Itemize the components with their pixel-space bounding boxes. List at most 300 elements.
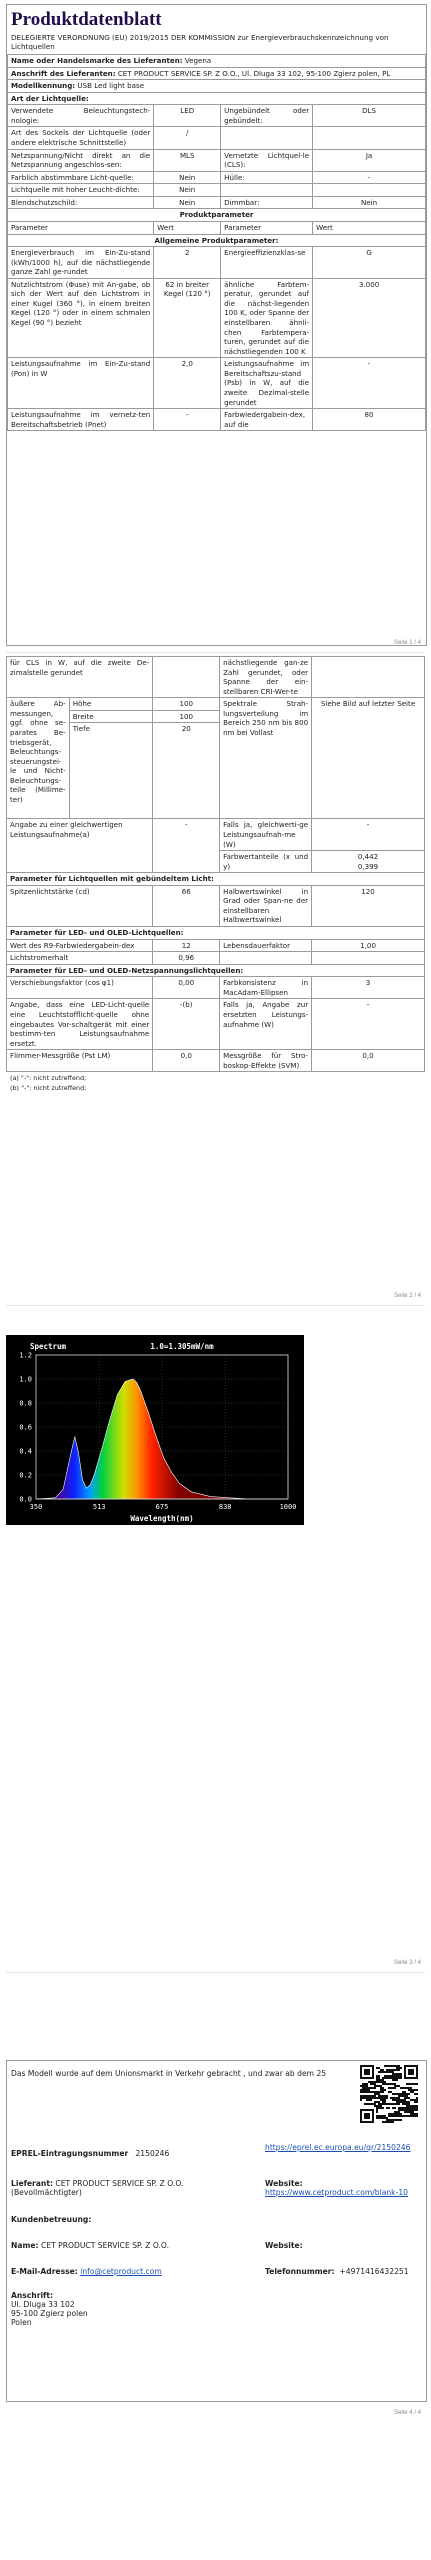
qr-module (384, 2099, 386, 2101)
qr-module (374, 2101, 376, 2103)
qr-module (366, 2085, 368, 2087)
qr-module (384, 2089, 386, 2091)
qr-module (392, 2071, 394, 2073)
address-block: Anschrift: Ul. Dluga 33 102 95-100 Zgierz polen Polen (11, 2291, 88, 2327)
qr-module (368, 2081, 370, 2083)
page-separator (6, 652, 425, 653)
qr-module (380, 2087, 382, 2089)
qr-module (380, 2085, 382, 2087)
qr-module (386, 2065, 388, 2067)
qr-module (378, 2091, 380, 2093)
qr-module (366, 2097, 368, 2099)
qr-module (370, 2099, 372, 2101)
qr-module (392, 2107, 394, 2109)
qr-module (370, 2081, 372, 2083)
qr-module (392, 2099, 394, 2101)
qr-module (416, 2109, 418, 2111)
qr-module (402, 2091, 404, 2093)
qr-module (404, 2111, 406, 2113)
qr-module (376, 2117, 378, 2119)
x-axis-label: Wavelength(nm) (130, 1514, 194, 1523)
qr-module (396, 2103, 398, 2105)
qr-module (384, 2077, 386, 2079)
qr-module (414, 2101, 416, 2103)
qr-module (406, 2103, 408, 2105)
qr-module (396, 2065, 398, 2067)
qr-module (382, 2081, 384, 2083)
qr-module (416, 2065, 418, 2079)
qr-module (396, 2099, 398, 2101)
qr-module (400, 2107, 402, 2109)
qr-module (398, 2085, 400, 2087)
page-4 (6, 2060, 427, 2402)
qr-module (404, 2065, 406, 2079)
qr-module (380, 2095, 382, 2097)
qr-module (414, 2099, 416, 2101)
model-row: Modellkennung: USB Led light base (8, 80, 426, 93)
qr-module (402, 2093, 404, 2095)
qr-module (398, 2097, 400, 2099)
qr-module (408, 2083, 410, 2085)
qr-module (408, 2097, 410, 2099)
qr-module (400, 2075, 402, 2077)
qr-module (390, 2091, 392, 2093)
website2-row: Website: (265, 2241, 303, 2250)
qr-module (394, 2075, 396, 2077)
qr-module (362, 2083, 364, 2085)
qr-module (372, 2097, 374, 2099)
qr-module (380, 2089, 382, 2091)
qr-module (414, 2105, 416, 2107)
qr-module (376, 2077, 378, 2079)
table-row: Angabe, dass eine LED-Licht-quelle eine Leuchtstofflicht-quelle ohne eingebautes Vor-schaltgerät mit einer bestimm-ten Leistungsaufnahme ersetzt. -(b) Falls ja, Angabe zur ersetzten Leistungs-aufnahme (W) - (7, 999, 425, 1050)
mains-heading: Parameter für LED- und OLED-Netzspannungslichtquellen: (7, 964, 425, 977)
qr-module (376, 2093, 378, 2095)
qr-module (368, 2091, 370, 2093)
qr-module (400, 2087, 402, 2089)
qr-module (406, 2101, 408, 2103)
qr-module (390, 2083, 392, 2085)
qr-module (378, 2103, 380, 2105)
supplier-brand-row: Name oder Handelsmarke des Lieferanten: Vegena (8, 55, 426, 68)
email-row: E-Mail-Adresse: info@cetproduct.com (11, 2267, 162, 2276)
qr-module (370, 2095, 372, 2097)
qr-module (412, 2113, 414, 2115)
qr-module (362, 2097, 364, 2099)
qr-module (360, 2089, 362, 2091)
directional-heading: Parameter für Lichtquellen mit gebündeltem Licht: (7, 873, 425, 886)
page-number: Seite 1 / 4 (393, 640, 421, 646)
qr-module (388, 2107, 390, 2109)
qr-module (408, 2101, 410, 2103)
qr-module (410, 2083, 412, 2085)
phone-row: Telefonnummer: +4971416432251 (265, 2267, 409, 2276)
qr-module (394, 2087, 396, 2089)
qr-module (416, 2115, 418, 2117)
qr-module (400, 2099, 402, 2101)
qr-module (392, 2119, 394, 2121)
qr-module (392, 2069, 394, 2071)
qr-module (364, 2083, 366, 2085)
qr-module (366, 2089, 368, 2091)
qr-module (384, 2075, 386, 2077)
qr-module (400, 2115, 402, 2117)
qr-module (390, 2097, 392, 2099)
qr-module (404, 2103, 406, 2105)
qr-module (388, 2077, 390, 2079)
qr-module (390, 2119, 392, 2121)
qr-module (384, 2071, 386, 2073)
qr-module (404, 2087, 406, 2089)
footnotes (6, 1072, 425, 1095)
qr-module (378, 2071, 380, 2073)
qr-module (386, 2077, 388, 2079)
qr-module (396, 2113, 398, 2115)
qr-module (390, 2069, 392, 2071)
qr-module (396, 2079, 398, 2081)
page-number: Seite 4 / 4 (393, 2410, 421, 2416)
table-row: Nutzlichtstrom (Φuse) mit An-gabe, ob sich der Wert auf den Lichtstrom in einer Kugel (360 °), in einem breiten Kegel (120 °) oder in einem schmalen Kegel (90 °) bezieht 62 in breiter Kegel (120 °) ähnliche Farbtem-peratur, gerundet auf die nächst-liegenden 100 K, oder Spanne der einstellbaren ähnli-chen Farbtempera-turen, gerundet auf die nächstliegenden 100 K 3.000 (8, 278, 426, 358)
qr-module (372, 2065, 374, 2079)
qr-module (414, 2113, 416, 2115)
table-row: Art des Sockels der Lichtquelle (oder andere elektrische Schnittstelle) / (8, 127, 426, 149)
qr-module (410, 2113, 412, 2115)
qr-module (406, 2087, 408, 2089)
qr-module (402, 2103, 404, 2105)
qr-module (380, 2103, 382, 2105)
qr-module (388, 2087, 390, 2089)
qr-module (404, 2099, 406, 2101)
general-params-heading: Allgemeine Produktparameter: (8, 234, 426, 247)
qr-module (392, 2087, 394, 2089)
qr-module (392, 2115, 394, 2117)
qr-module (406, 2095, 408, 2097)
qr-module (414, 2109, 416, 2111)
qr-module (392, 2065, 394, 2067)
qr-module (374, 2087, 376, 2089)
qr-module (398, 2069, 400, 2071)
qr-module (404, 2091, 406, 2093)
qr-module (416, 2093, 418, 2095)
qr-module (360, 2091, 362, 2093)
qr-module (382, 2079, 384, 2081)
table-row: Verwendete Beleuchtungstech-nologie: LED Ungebündelt oder gebündelt: DLS (8, 105, 426, 127)
qr-module (406, 2107, 408, 2109)
x-tick-label: 675 (155, 1503, 169, 1511)
y-tick-label: 0.8 (19, 1399, 32, 1408)
qr-module (412, 2105, 414, 2107)
qr-module (360, 2109, 374, 2111)
website-row: Website: https://www.cetproduct.com/blank-10 (265, 2179, 408, 2197)
qr-module (396, 2067, 398, 2069)
x-tick-label: 350 (29, 1503, 43, 1511)
qr-module (396, 2075, 398, 2077)
website-link[interactable]: https://www.cetproduct.com/blank-10 (265, 2188, 408, 2197)
qr-module (382, 2103, 384, 2105)
qr-module (410, 2115, 412, 2117)
qr-module (416, 2105, 418, 2107)
spectrum-svg (6, 1335, 304, 1525)
qr-module (412, 2115, 414, 2117)
qr-module (412, 2089, 414, 2091)
eprel-link[interactable]: https://eprel.ec.europa.eu/qr/2150246 (265, 2143, 411, 2152)
qr-module (406, 2115, 408, 2117)
y-tick-label: 0.6 (19, 1423, 32, 1432)
qr-module (362, 2085, 364, 2087)
qr-module (396, 2093, 398, 2095)
qr-module (376, 2097, 378, 2099)
table-header-row: Parameter Wert Parameter Wert (8, 221, 426, 234)
market-text: Das Modell wurde auf dem Unionsmarkt in Verkehr gebracht , und zwar ab dem 25 (11, 2069, 327, 2078)
qr-module (402, 2109, 404, 2111)
customer-heading: Kundenbetreuung: (11, 2215, 92, 2224)
qr-module (398, 2101, 400, 2103)
qr-module (388, 2069, 390, 2071)
qr-module (378, 2077, 380, 2079)
qr-module (372, 2087, 374, 2089)
table-row: Tiefe 20 (7, 723, 425, 819)
qr-module (404, 2093, 406, 2095)
qr-module (396, 2101, 398, 2103)
qr-module (364, 2069, 370, 2075)
qr-module (390, 2087, 392, 2089)
qr-module (376, 2101, 378, 2103)
qr-module (390, 2077, 392, 2079)
qr-module (408, 2069, 414, 2075)
qr-module (384, 2095, 386, 2097)
qr-module (406, 2083, 408, 2085)
qr-module (396, 2073, 398, 2075)
table-row: Spitzenlichtstärke (cd) 66 Halbwertswinkel in Grad oder Span-ne der einstellbaren Halbwertswinkel 120 (7, 885, 425, 926)
qr-module (376, 2109, 378, 2111)
qr-module (416, 2099, 418, 2101)
email-link[interactable]: info@cetproduct.com (80, 2267, 162, 2276)
qr-module (398, 2075, 400, 2077)
qr-module (412, 2107, 414, 2109)
qr-module (376, 2075, 378, 2077)
qr-module (414, 2089, 416, 2091)
qr-module (404, 2101, 406, 2103)
page-number: Seite 3 / 4 (393, 1960, 421, 1966)
qr-module (376, 2085, 378, 2087)
qr-module (404, 2109, 406, 2111)
qr-module (400, 2119, 402, 2121)
x-tick-label: 513 (92, 1503, 106, 1511)
qr-module (412, 2109, 414, 2111)
type-heading: Art der Lichtquelle: (8, 92, 426, 105)
qr-module (408, 2115, 410, 2117)
qr-module (376, 2105, 378, 2107)
qr-module (392, 2121, 394, 2123)
qr-module (402, 2095, 404, 2097)
qr-module (400, 2077, 402, 2079)
qr-module (374, 2095, 376, 2097)
qr-module (360, 2065, 362, 2079)
qr-module (366, 2099, 368, 2101)
qr-module (394, 2069, 396, 2071)
qr-module (390, 2121, 392, 2123)
qr-module (366, 2083, 368, 2085)
qr-module (382, 2107, 384, 2109)
table-row: Verschiebungsfaktor (cos φ1) 0,00 Farbkonsistenz in MacAdam-Ellipsen 3 (7, 977, 425, 999)
qr-module (374, 2091, 376, 2093)
qr-module (400, 2109, 402, 2111)
eprel-row: EPREL-Eintragungsnummer 2150246 (11, 2149, 170, 2158)
qr-module (408, 2107, 410, 2109)
page-1 (6, 4, 427, 646)
qr-module (404, 2107, 406, 2109)
qr-module (364, 2087, 366, 2089)
qr-module (364, 2103, 366, 2105)
qr-module (386, 2097, 388, 2099)
page-2 (6, 656, 425, 1096)
qr-module (394, 2097, 396, 2099)
qr-module (404, 2077, 418, 2079)
qr-module (392, 2075, 394, 2077)
qr-module (398, 2111, 400, 2113)
qr-module (384, 2103, 386, 2105)
qr-module (404, 2115, 406, 2117)
qr-module (382, 2089, 384, 2091)
qr-module (384, 2115, 386, 2117)
qr-module (394, 2065, 396, 2067)
qr-module (386, 2117, 388, 2119)
qr-module (394, 2103, 396, 2105)
qr-module (406, 2097, 408, 2099)
qr-module (378, 2067, 380, 2069)
qr-module (370, 2103, 372, 2105)
qr-module (380, 2105, 382, 2107)
qr-module (378, 2107, 380, 2109)
chart-title: 1.0=1.305mW/nm (150, 1342, 214, 1351)
qr-module (408, 2111, 410, 2113)
qr-module (366, 2095, 368, 2097)
qr-module (368, 2103, 370, 2105)
qr-module (390, 2075, 392, 2077)
qr-module (364, 2095, 366, 2097)
qr-module (402, 2087, 404, 2089)
qr-module (382, 2071, 384, 2073)
qr-module (412, 2111, 414, 2113)
table-row: Angabe zu einer gleichwertigen Leistungsaufnahme(a) - Falls ja, gleichwerti-ge Leistungsaufnah-me (W) - (7, 819, 425, 851)
qr-module (362, 2091, 364, 2093)
qr-module (396, 2115, 398, 2117)
qr-module (394, 2073, 396, 2075)
qr-module (400, 2073, 402, 2075)
qr-module (374, 2105, 376, 2107)
qr-module (398, 2065, 400, 2067)
qr-module (390, 2103, 392, 2105)
qr-module (394, 2099, 396, 2101)
qr-module (392, 2073, 394, 2075)
qr-module (364, 2113, 370, 2119)
qr-module (398, 2113, 400, 2115)
table-row: Farblich abstimmbare Licht-quelle: Nein Hülle: - (8, 171, 426, 184)
qr-module (392, 2097, 394, 2099)
qr-module (376, 2079, 378, 2081)
qr-code-icon[interactable] (360, 2065, 418, 2123)
qr-module (408, 2093, 410, 2095)
page-title: Produktdatenblatt (11, 9, 162, 30)
footnote-b: (b) "-": nicht zutreffend; (10, 1083, 87, 1092)
qr-module (386, 2119, 388, 2121)
qr-module (402, 2101, 404, 2103)
qr-module (366, 2091, 368, 2093)
qr-module (360, 2065, 374, 2067)
qr-module (386, 2095, 388, 2097)
qr-module (380, 2117, 382, 2119)
dimensions-row: äußere Ab-messungen, ggf. ohne se-parates Be-triebsgerät, Beleuchtungs-steuerungstei-le und Nicht-Beleuchtungs-teile (Millime-ter) Höhe 100 Spektrale Strah-lungsverteilung im Bereich 250 nm bis 800 nm bei Vollast Siehe Bild auf letzter Seite (7, 698, 425, 711)
qr-module (372, 2081, 374, 2083)
qr-module (372, 2091, 374, 2093)
qr-module (398, 2095, 400, 2097)
qr-module (406, 2105, 408, 2107)
qr-module (386, 2069, 388, 2071)
table-row: Leistungsaufnahme im vernetz-ten Bereitschaftsbetrieb (Pnet) - Farbwiedergabein-dex, auf die 80 (8, 409, 426, 431)
qr-module (380, 2099, 382, 2101)
qr-module (398, 2077, 400, 2079)
qr-module (388, 2075, 390, 2077)
qr-module (410, 2105, 412, 2107)
qr-module (404, 2097, 406, 2099)
qr-module (404, 2095, 406, 2097)
qr-module (382, 2091, 384, 2093)
y-axis-label: Spectrum (29, 1342, 67, 1351)
qr-module (392, 2077, 394, 2079)
qr-module (412, 2083, 414, 2085)
qr-module (366, 2087, 368, 2089)
y-tick-label: 0.0 (19, 1495, 32, 1504)
qr-module (380, 2107, 382, 2109)
qr-module (410, 2091, 412, 2093)
qr-module (402, 2107, 404, 2109)
footnote-a: (a) "-": nicht zutreffend; (10, 1074, 87, 1083)
y-tick-label: 1.0 (19, 1375, 32, 1384)
qr-module (388, 2115, 390, 2117)
qr-module (382, 2121, 384, 2123)
qr-module (374, 2097, 376, 2099)
qr-module (388, 2083, 390, 2085)
qr-module (412, 2091, 414, 2093)
qr-module (398, 2099, 400, 2101)
qr-module (390, 2113, 392, 2115)
qr-module (394, 2079, 396, 2081)
qr-module (414, 2093, 416, 2095)
qr-module (388, 2121, 390, 2123)
qr-module (364, 2097, 366, 2099)
qr-module (384, 2083, 386, 2085)
qr-module (410, 2089, 412, 2091)
qr-module (378, 2081, 380, 2083)
qr-module (416, 2083, 418, 2085)
qr-module (376, 2067, 378, 2069)
qr-module (360, 2085, 362, 2087)
qr-module (416, 2113, 418, 2115)
qr-module (398, 2073, 400, 2075)
qr-module (394, 2111, 396, 2113)
qr-module (396, 2069, 398, 2071)
x-tick-label: 838 (218, 1503, 232, 1511)
qr-module (382, 2077, 384, 2079)
qr-module (372, 2103, 374, 2105)
qr-module (368, 2097, 370, 2099)
qr-module (384, 2101, 386, 2103)
qr-module (374, 2093, 376, 2095)
qr-module (382, 2095, 384, 2097)
qr-module (382, 2115, 384, 2117)
qr-module (380, 2071, 382, 2073)
qr-module (378, 2105, 380, 2107)
